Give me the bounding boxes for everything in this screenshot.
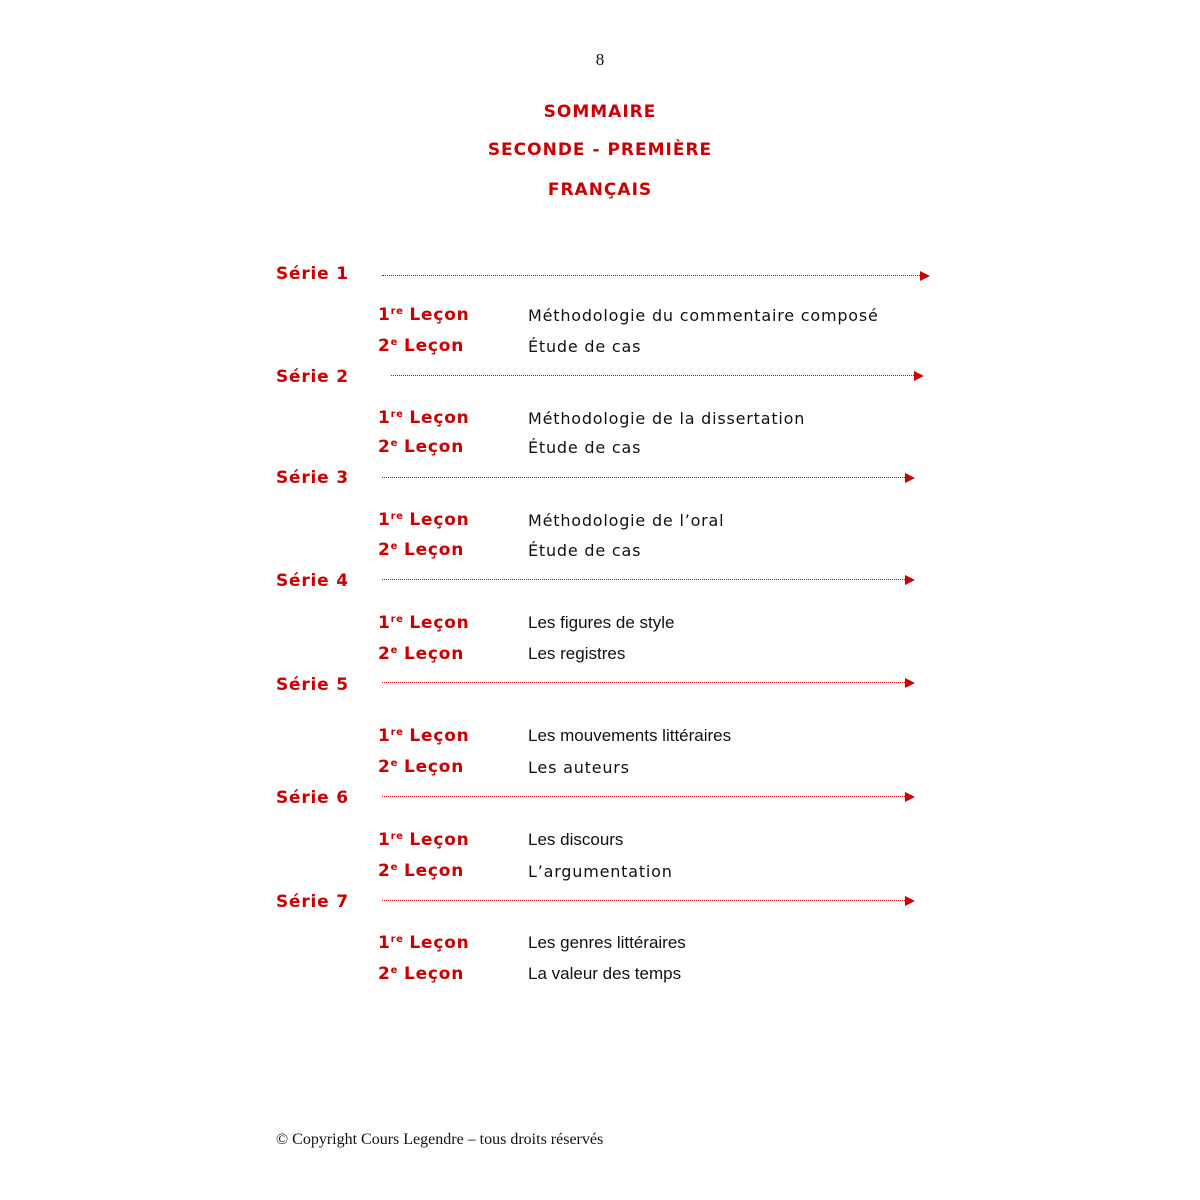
series-6-lesson-1-title: Les discours xyxy=(528,830,624,849)
series-2-lesson-2-label: 2e Leçon xyxy=(378,437,465,457)
series-2-arrow xyxy=(391,371,924,381)
copyright-notice: © Copyright Cours Legendre – tous droits réservés xyxy=(276,1131,604,1148)
series-5-arrow xyxy=(382,678,915,688)
series-2-lesson-1-title: Méthodologie de la dissertation xyxy=(528,409,806,428)
summary-title: SOMMAIRE xyxy=(543,102,657,122)
series-4-lesson-1-label: 1re Leçon xyxy=(378,613,470,633)
subject-heading: FRANÇAIS xyxy=(547,180,653,200)
series-7-arrow xyxy=(382,896,915,906)
series-1-lesson-2-title: Étude de cas xyxy=(528,337,642,356)
series-5-lesson-1-label: 1re Leçon xyxy=(378,726,470,746)
series-5-lesson-2-title: Les auteurs xyxy=(528,758,630,777)
series-1-lesson-1-title: Méthodologie du commentaire composé xyxy=(528,306,879,325)
series-2-label: Série 2 xyxy=(276,367,349,387)
series-6-lesson-2-label: 2e Leçon xyxy=(378,861,465,881)
series-1-label: Série 1 xyxy=(276,264,349,284)
series-1-lesson-2-label: 2e Leçon xyxy=(378,336,465,356)
series-4-lesson-1-title: Les figures de style xyxy=(528,613,675,632)
series-6-arrow xyxy=(382,792,915,802)
series-7-lesson-2-label: 2e Leçon xyxy=(378,964,465,984)
series-7-lesson-1-label: 1re Leçon xyxy=(378,933,470,953)
series-3-lesson-1-title: Méthodologie de l’oral xyxy=(528,511,725,530)
series-4-lesson-2-label: 2e Leçon xyxy=(378,644,465,664)
series-4-label: Série 4 xyxy=(276,571,349,591)
series-2-lesson-2-title: Étude de cas xyxy=(528,438,642,457)
series-3-label: Série 3 xyxy=(276,468,349,488)
series-5-lesson-2-label: 2e Leçon xyxy=(378,757,465,777)
series-6-lesson-2-title: L’argumentation xyxy=(528,862,673,881)
series-3-arrow xyxy=(382,473,915,483)
series-2-lesson-1-label: 1re Leçon xyxy=(378,408,470,428)
page-number: 8 xyxy=(595,50,605,69)
series-7-label: Série 7 xyxy=(276,892,349,912)
series-1-arrow xyxy=(382,271,930,281)
series-5-label: Série 5 xyxy=(276,675,349,695)
series-6-lesson-1-label: 1re Leçon xyxy=(378,830,470,850)
series-6-label: Série 6 xyxy=(276,788,349,808)
series-4-arrow xyxy=(382,575,915,585)
series-3-lesson-2-title: Étude de cas xyxy=(528,541,642,560)
series-1-lesson-1-label: 1re Leçon xyxy=(378,305,470,325)
level-heading: SECONDE - PREMIÈRE xyxy=(487,140,713,160)
series-3-lesson-1-label: 1re Leçon xyxy=(378,510,470,530)
series-4-lesson-2-title: Les registres xyxy=(528,644,626,663)
series-7-lesson-1-title: Les genres littéraires xyxy=(528,933,686,952)
series-3-lesson-2-label: 2e Leçon xyxy=(378,540,465,560)
series-5-lesson-1-title: Les mouvements littéraires xyxy=(528,726,732,745)
series-7-lesson-2-title: La valeur des temps xyxy=(528,964,682,983)
